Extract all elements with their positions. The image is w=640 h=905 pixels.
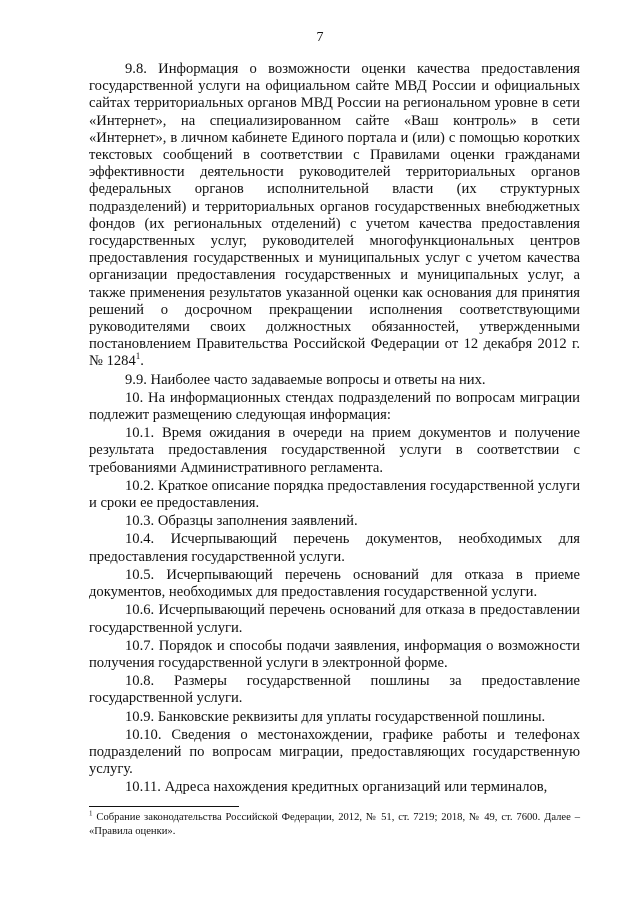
paragraph-10-11: 10.11. Адреса нахождения кредитных организаций или терминалов, bbox=[125, 779, 548, 796]
paragraph-10-8: 10.8. Размеры государственной пошлины за предоставление государственной услуги. bbox=[89, 673, 580, 707]
paragraph-text: 9.8. Информация о возможности оценки качества предоставления государственной услуги на официальном сайте МВД России и официальных сайтах территориальных органов МВД России на региональном уровне в сети «Интернет», на специализированном сайте «Ваш контроль» в сети «Интернет», в личном кабинете Единого портала и (или) с помощью коротких текстовых сообщений в соответствии с Правилами оценки гражданами эффективности деятельности руководителей территориальных органов федеральных органов исполнительной власти (их структурных подразделений) и территориальных органов государственных внебюджетных фондов (их региональных отделений) с учетом качества предоставления государственных услуг, руководителей многофункциональных центров предоставления государственных и муниципальных услуг с учетом качества организации предоставления государственных и муниципальных услуг, а также применения результатов указанной оценки как основания для принятия решений о досрочном прекращении исполнения соответствующими руководителями своих должностных обязанностей, утвержденными постановлением Правительства Российской Федерации от 12 декабря 2012 г. № 1284 bbox=[89, 61, 580, 370]
paragraph-10-9: 10.9. Банковские реквизиты для уплаты государственной пошлины. bbox=[125, 708, 546, 725]
footnote-text: Собрание законодательства Российской Федерации, 2012, № 51, ст. 7219; 2018, № 49, ст. 7600. Далее – «Правила оценки». bbox=[89, 812, 580, 837]
paragraph-10-10: 10.10. Сведения о местонахождении, графике работы и телефонах подразделений по вопросам миграции, предоставляющих государственную услугу. bbox=[89, 726, 580, 778]
paragraph-10-4: 10.4. Исчерпывающий перечень документов, необходимых для предоставления государственной услуги. bbox=[89, 531, 580, 565]
paragraph-text-end: . bbox=[140, 353, 144, 370]
paragraph-10: 10. На информационных стендах подразделений по вопросам миграции подлежит размещению следующая информация: bbox=[89, 389, 580, 424]
paragraph-9-8 bbox=[89, 61, 580, 371]
paragraph-10-7: 10.7. Порядок и способы подачи заявления, информация о возможности получения государственной услуги в электронной форме. bbox=[89, 637, 580, 671]
paragraph-10-1: 10.1. Время ожидания в очереди на прием документов и получение результата предоставления государственной услуги в соответствии с требованиями Административного регламента. bbox=[89, 425, 580, 476]
footnote-marker: 1 bbox=[89, 809, 93, 818]
footnote-divider bbox=[89, 806, 239, 807]
paragraph-9-9: 9.9. Наиболее часто задаваемые вопросы и ответы на них. bbox=[125, 371, 486, 388]
paragraph-10-5: 10.5. Исчерпывающий перечень оснований для отказа в приеме документов, необходимых для предоставления государственной услуги. bbox=[89, 566, 580, 601]
paragraph-10-2: 10.2. Краткое описание порядка предоставления государственной услуги и сроки ее предоставления. bbox=[89, 477, 580, 512]
footnote bbox=[89, 811, 580, 839]
page-number: 7 bbox=[316, 30, 324, 45]
paragraph-10-3: 10.3. Образцы заполнения заявлений. bbox=[125, 513, 358, 530]
footnote-reference: 1 bbox=[135, 351, 141, 362]
paragraph-10-6: 10.6. Исчерпывающий перечень оснований для отказа в предоставлении государственной услуги. bbox=[89, 602, 580, 636]
body-text bbox=[89, 61, 580, 797]
